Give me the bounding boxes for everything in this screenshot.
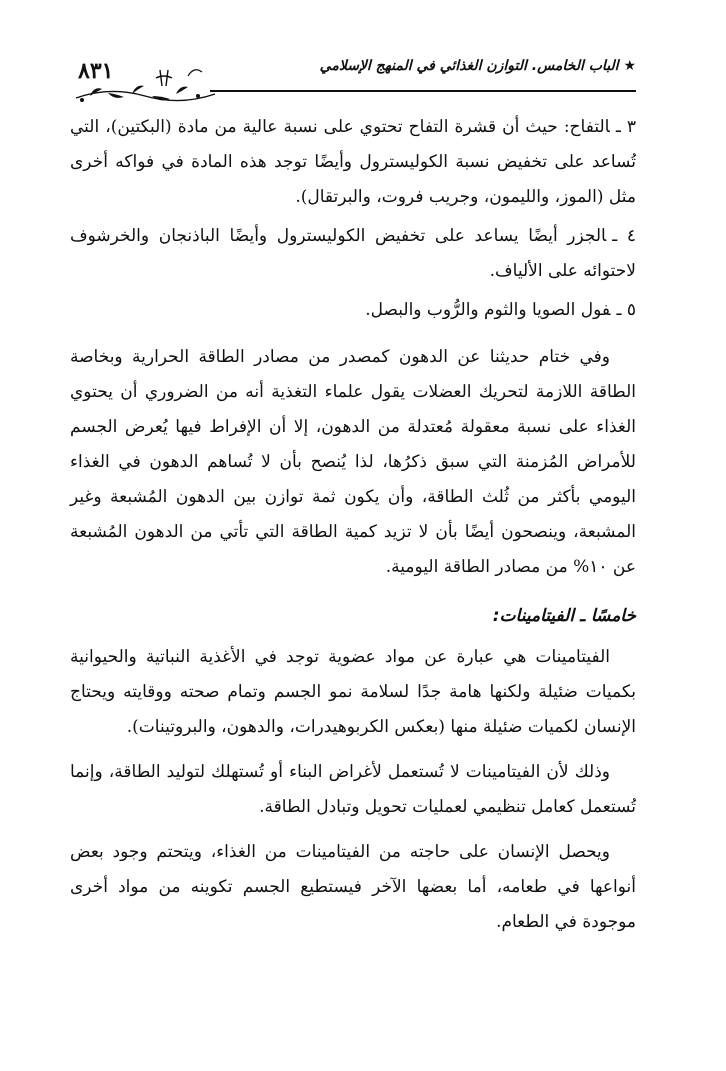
running-header-title: ★ الباب الخامس. التوازن الغذائي في المنهج الإسلامي bbox=[319, 58, 636, 74]
list-item bbox=[70, 293, 636, 328]
section-heading-vitamins: خامسًا ـ الفيتامينات: bbox=[492, 606, 636, 626]
list-item bbox=[70, 219, 636, 289]
paragraph-fats-conclusion: وفي ختام حديثنا عن الدهون كمصدر من مصادر الطاقة الحرارية وبخاصة الطاقة اللازمة لتحريك العضلات يقول علماء التغذية أنه من الضروري أن يحتوي الغذاء على نسبة معقولة مُعتدلة من الدهون، إلا أن الإفراط فيها يُعرض الجسم للأمراض المُزمنة التي سبق ذكرُها، لذا يُنصح بأن لا تُساهم الدهون في الغذاء اليومي بأكثر من ثُلث الطاقة، وأن يكون ثمة توازن بين الدهون المُشبعة وغير المشبعة، وينصحون أيضًا بأن لا تزيد كمية الطاقة التي تأتي من الدهون المُشبعة عن ١٠% من مصادر الطاقة اليومية. bbox=[70, 347, 636, 577]
list-item-number: ٥ ـ bbox=[616, 300, 636, 320]
paragraph: ويحصل الإنسان على حاجته من الفيتامينات من الغذاء، ويتحتم وجود بعض أنواعها في طعامه، أما بعضها الآخر فيستطيع الجسم تكوينه من مواد أخرى موجودة في الطعام. bbox=[70, 842, 636, 932]
header-divider bbox=[210, 90, 636, 92]
paragraph: وذلك لأن الفيتامينات لا تُستعمل لأغراض البناء أو تُستهلك لتوليد الطاقة، وإنما تُستعمل كعامل تنظيمي لعمليات تحويل وتبادل الطاقة. bbox=[70, 762, 636, 817]
page-body bbox=[70, 110, 636, 950]
list-item-text: فول الصويا والثوم والرُّوب والبصل. bbox=[365, 300, 611, 320]
numbered-list bbox=[70, 110, 636, 328]
list-item-text: التفاح: حيث أن قشرة التفاح تحتوي على نسبة عالية من مادة (البكتين)، التي تُساعد على تخفيض نسبة الكوليسترول وأيضًا توجد هذه المادة في فواكه أخرى مثل (الموز، والليمون، وجريب فروت، والبرتقال). bbox=[70, 117, 636, 207]
list-item-number: ٤ ـ bbox=[612, 226, 636, 246]
paragraph: الفيتامينات هي عبارة عن مواد عضوية توجد في الأغذية النباتية والحيوانية بكميات ضئيلة ولكنها هامة جدًا لسلامة نمو الجسم وتمام صحته ووقايته ويحتاج الإنسان لكميات ضئيلة منها (بعكس الكربوهيدرات، والدهون، والبروتينات). bbox=[70, 647, 636, 737]
page-header bbox=[70, 52, 636, 112]
list-item-number: ٣ ـ bbox=[615, 117, 636, 137]
list-item-text: الجزر أيضًا يساعد على تخفيض الكوليسترول وأيضًا الباذنجان والخرشوف لاحتوائه على الألياف. bbox=[70, 226, 636, 281]
page-number: ٨٣١ bbox=[78, 58, 114, 84]
list-item bbox=[70, 110, 636, 215]
